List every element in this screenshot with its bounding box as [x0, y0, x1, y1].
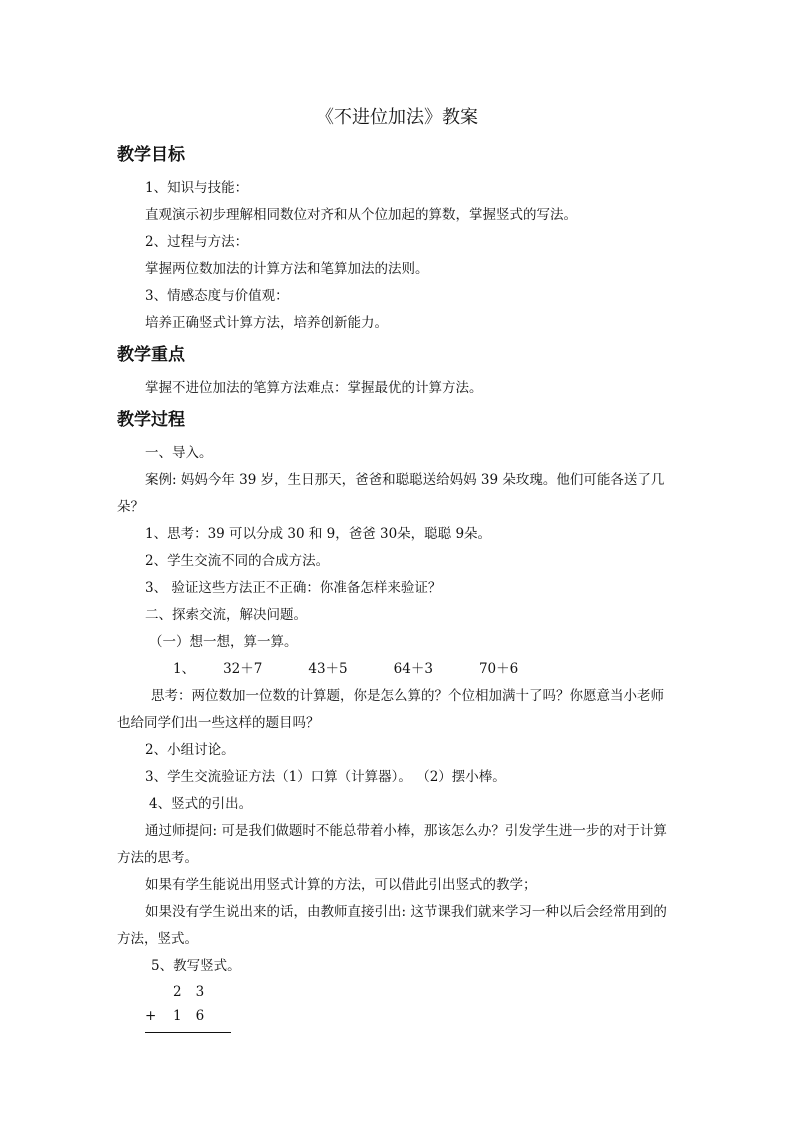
process-line: 2、学生交流不同的合成方法。 — [145, 553, 330, 569]
practice-problems — [117, 656, 677, 683]
vertical-bottom-row — [145, 1008, 218, 1024]
practice-problem: 32＋7 — [223, 661, 263, 677]
process-line: 案例: 妈妈今年 39 岁，生日那天，爸爸和聪聪送给妈妈 39 朵玫瑰。他们可能各送了几朵？ — [117, 472, 665, 515]
process-line: 1、思考：39 可以分成 30 和 9，爸爸 30朵，聪聪 9朵。 — [145, 526, 492, 542]
vertical-top-number: 23 — [173, 984, 219, 1000]
process-line: 思考：两位数加一位数的计算题，你是怎么算的？个位相加满十了吗？你愿意当小老师也给同学们出一些这样的题目吗？ — [117, 688, 664, 731]
goal-line: 3、情感态度与价值观： — [145, 288, 289, 304]
document-title: 《不进位加法》教案 — [316, 107, 478, 128]
heading-goals: 教学目标 — [117, 145, 185, 165]
practice-problem: 43＋5 — [308, 661, 348, 677]
problems-prefix: 1、 — [173, 661, 196, 677]
heading-key: 教学重点 — [117, 345, 185, 365]
section-key — [117, 343, 677, 402]
process-line: 5、教写竖式。 — [151, 958, 241, 974]
practice-problem: 70＋6 — [478, 661, 519, 677]
process-line: 4、竖式的引出。 — [149, 796, 253, 812]
process-line: 通过师提问: 可是我们做题时不能总带着小棒，那该怎么办？引发学生进一步的对于计算方法的思考。 — [117, 823, 667, 866]
process-line: （一）想一想，算一算。 — [149, 634, 298, 650]
goal-line: 掌握两位数加法的计算方法和笔算加法的法则。 — [145, 261, 429, 277]
key-line: 掌握不进位加法的笔算方法难点：掌握最优的计算方法。 — [145, 380, 483, 396]
practice-problem: 64＋3 — [393, 661, 433, 677]
goal-line: 培养正确竖式计算方法，培养创新能力。 — [145, 315, 388, 331]
process-line: 一、导入。 — [145, 445, 213, 461]
process-line: 3、 验证这些方法正不正确：你准备怎样来验证？ — [145, 580, 442, 596]
goal-line: 1、知识与技能： — [145, 180, 249, 196]
section-process — [117, 408, 677, 1036]
plus-sign: + — [145, 1008, 157, 1024]
section-goals — [117, 143, 677, 337]
heading-process: 教学过程 — [117, 410, 185, 430]
process-line: 如果有学生能说出用竖式计算的方法，可以借此引出竖式的教学； — [145, 877, 537, 893]
vertical-sum-line — [145, 1032, 231, 1033]
process-line: 2、小组讨论。 — [145, 742, 235, 758]
process-line: 如果没有学生说出来的话，由教师直接引出: 这节课我们就来学习一种以后会经常用到的方法，竖式。 — [117, 904, 667, 947]
goal-line: 直观演示初步理解相同数位对齐和从个位加起的算数，掌握竖式的写法。 — [145, 207, 577, 223]
vertical-addition — [145, 982, 235, 1036]
goal-line: 2、过程与方法： — [145, 234, 249, 250]
process-line: 3、学生交流验证方法（1）口算（计算器）。 （2）摆小棒。 — [145, 769, 506, 785]
vertical-bottom-number: 16 — [173, 1008, 219, 1024]
process-line: 二、探索交流，解决问题。 — [145, 607, 307, 623]
